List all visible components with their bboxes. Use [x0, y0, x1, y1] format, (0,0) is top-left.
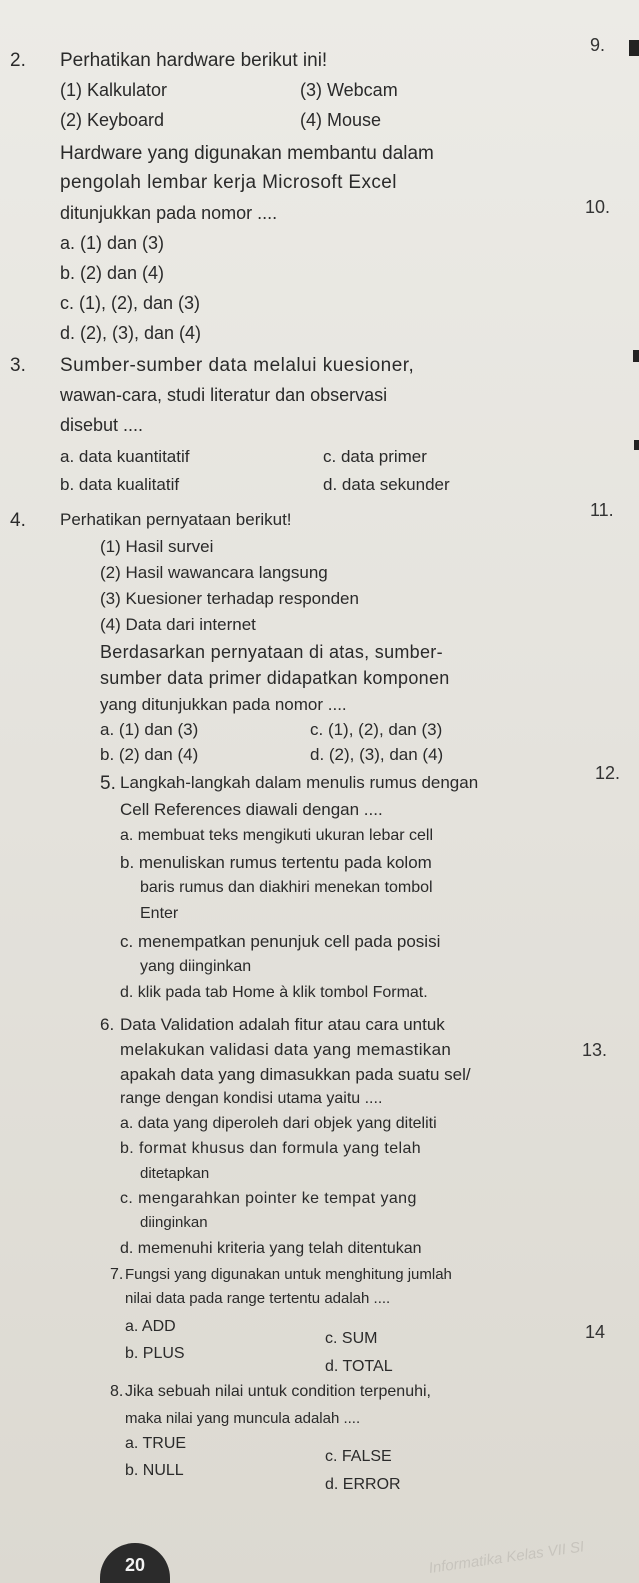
q4-item-2: (2) Hasil wawancara langsung: [100, 563, 328, 582]
q5-number: 5.: [100, 773, 116, 794]
q8-option-d: d. ERROR: [325, 1476, 401, 1493]
q2-item-1: (1) Kalkulator: [60, 80, 168, 100]
q6-option-a: a. data yang diperoleh dari objek yang diteliti: [120, 1115, 437, 1132]
q3-stem-line1: Sumber-sumber data melalui kuesioner,: [60, 355, 415, 376]
q2-option-d: d. (2), (3), dan (4): [60, 323, 202, 343]
q7-number: 7.: [110, 1266, 124, 1283]
q2-option-a: a. (1) dan (3): [60, 233, 165, 253]
q2-item-2: (2) Keyboard: [60, 110, 165, 130]
edge-mark: [634, 440, 639, 450]
q5-option-b-line2: baris rumus dan diakhiri menekan tombol: [140, 879, 433, 896]
right-number-11: 11.: [590, 500, 614, 520]
right-number-14: 14: [585, 1322, 606, 1342]
q8-number: 8.: [110, 1383, 124, 1400]
q3-option-a: a. data kuantitatif: [60, 447, 190, 466]
edge-mark: [629, 40, 639, 56]
q2-option-c: c. (1), (2), dan (3): [60, 293, 201, 313]
q6-option-c-line1: c. mengarahkan pointer ke tempat yang: [120, 1190, 417, 1207]
right-number-9: 9.: [590, 35, 606, 55]
q8-option-a: a. TRUE: [125, 1435, 187, 1452]
q4-item-1: (1) Hasil survei: [100, 537, 214, 556]
q3-option-c: c. data primer: [323, 447, 427, 466]
q3-stem-line2: wawan-cara, studi literatur dan observasi: [60, 385, 388, 405]
q6-stem-line3: apakah data yang dimasukkan pada suatu sel/: [120, 1065, 471, 1084]
page-number: 20: [124, 1555, 146, 1575]
q4-option-a: a. (1) dan (3): [100, 720, 199, 739]
q7-option-c: c. SUM: [325, 1330, 378, 1347]
q2-stem-line3: ditunjukkan pada nomor ....: [60, 203, 278, 223]
q6-stem-line2: melakukan validasi data yang memastikan: [120, 1040, 452, 1059]
q3-option-d: d. data sekunder: [323, 475, 450, 494]
q4-prompt: Perhatikan pernyataan berikut!: [60, 510, 292, 529]
q6-option-b-line2: ditetapkan: [140, 1165, 210, 1182]
q5-stem-line2: Cell References diawali dengan ....: [120, 800, 383, 819]
q6-option-b-line1: b. format khusus dan formula yang telah: [120, 1140, 422, 1157]
q7-stem-line2: nilai data pada range tertentu adalah ....: [125, 1290, 391, 1307]
q7-option-d: d. TOTAL: [325, 1358, 393, 1375]
q6-option-c-line2: diinginkan: [140, 1214, 208, 1231]
q5-option-a: a. membuat teks mengikuti ukuran lebar cell: [120, 827, 434, 844]
page-number-badge: [100, 1543, 170, 1583]
q5-option-c-line1: c. menempatkan penunjuk cell pada posisi: [120, 932, 441, 951]
q5-stem-line1: Langkah-langkah dalam menulis rumus dengan: [120, 773, 479, 792]
q5-option-c-line2: yang diinginkan: [140, 958, 252, 975]
right-number-12: 12.: [595, 763, 621, 783]
q4-stem-line2: sumber data primer didapatkan komponen: [100, 668, 450, 688]
q5-option-d: d. klik pada tab Home à klik tombol Format.: [120, 984, 428, 1001]
footer-text: Informatika Kelas VII SI: [427, 1538, 586, 1577]
q2-item-3: (3) Webcam: [300, 80, 398, 100]
q8-stem-line2: maka nilai yang muncula adalah ....: [125, 1410, 361, 1427]
q2-option-b: b. (2) dan (4): [60, 263, 165, 283]
q4-option-c: c. (1), (2), dan (3): [310, 720, 443, 739]
q8-option-b: b. NULL: [125, 1462, 184, 1479]
q5-option-b-line3: Enter: [140, 905, 179, 922]
q4-option-d: d. (2), (3), dan (4): [310, 745, 444, 764]
q2-item-4: (4) Mouse: [300, 110, 382, 130]
q3-stem-line3: disebut ....: [60, 415, 144, 435]
q7-option-b: b. PLUS: [125, 1345, 185, 1362]
q6-option-d: d. memenuhi kriteria yang telah ditentukan: [120, 1240, 422, 1257]
q5-option-b-line1: b. menuliskan rumus tertentu pada kolom: [120, 853, 432, 872]
q8-stem-line1: Jika sebuah nilai untuk condition terpenuhi,: [125, 1383, 431, 1400]
q2-number: 2.: [10, 50, 26, 71]
q6-stem-line4: range dengan kondisi utama yaitu ....: [120, 1090, 383, 1107]
q2-stem-line2: pengolah lembar kerja Microsoft Excel: [60, 172, 397, 193]
q3-number: 3.: [10, 355, 26, 376]
q2-stem-line1: Hardware yang digunakan membantu dalam: [60, 143, 434, 164]
q4-option-b: b. (2) dan (4): [100, 745, 199, 764]
edge-mark: [633, 350, 639, 362]
q4-item-3: (3) Kuesioner terhadap responden: [100, 589, 359, 608]
q4-stem-line3: yang ditunjukkan pada nomor ....: [100, 695, 347, 714]
q4-item-4: (4) Data dari internet: [100, 615, 256, 634]
q8-option-c: c. FALSE: [325, 1448, 392, 1465]
q2-prompt: Perhatikan hardware berikut ini!: [60, 50, 328, 71]
q4-number: 4.: [10, 510, 26, 531]
q6-number: 6.: [100, 1015, 115, 1034]
q4-stem-line1: Berdasarkan pernyataan di atas, sumber-: [100, 642, 443, 662]
q7-option-a: a. ADD: [125, 1318, 176, 1335]
right-number-10: 10.: [585, 197, 611, 217]
q7-stem-line1: Fungsi yang digunakan untuk menghitung jumlah: [125, 1266, 452, 1283]
q3-option-b: b. data kualitatif: [60, 475, 180, 494]
q6-stem-line1: Data Validation adalah fitur atau cara untuk: [120, 1015, 445, 1034]
right-number-13: 13.: [582, 1040, 608, 1060]
